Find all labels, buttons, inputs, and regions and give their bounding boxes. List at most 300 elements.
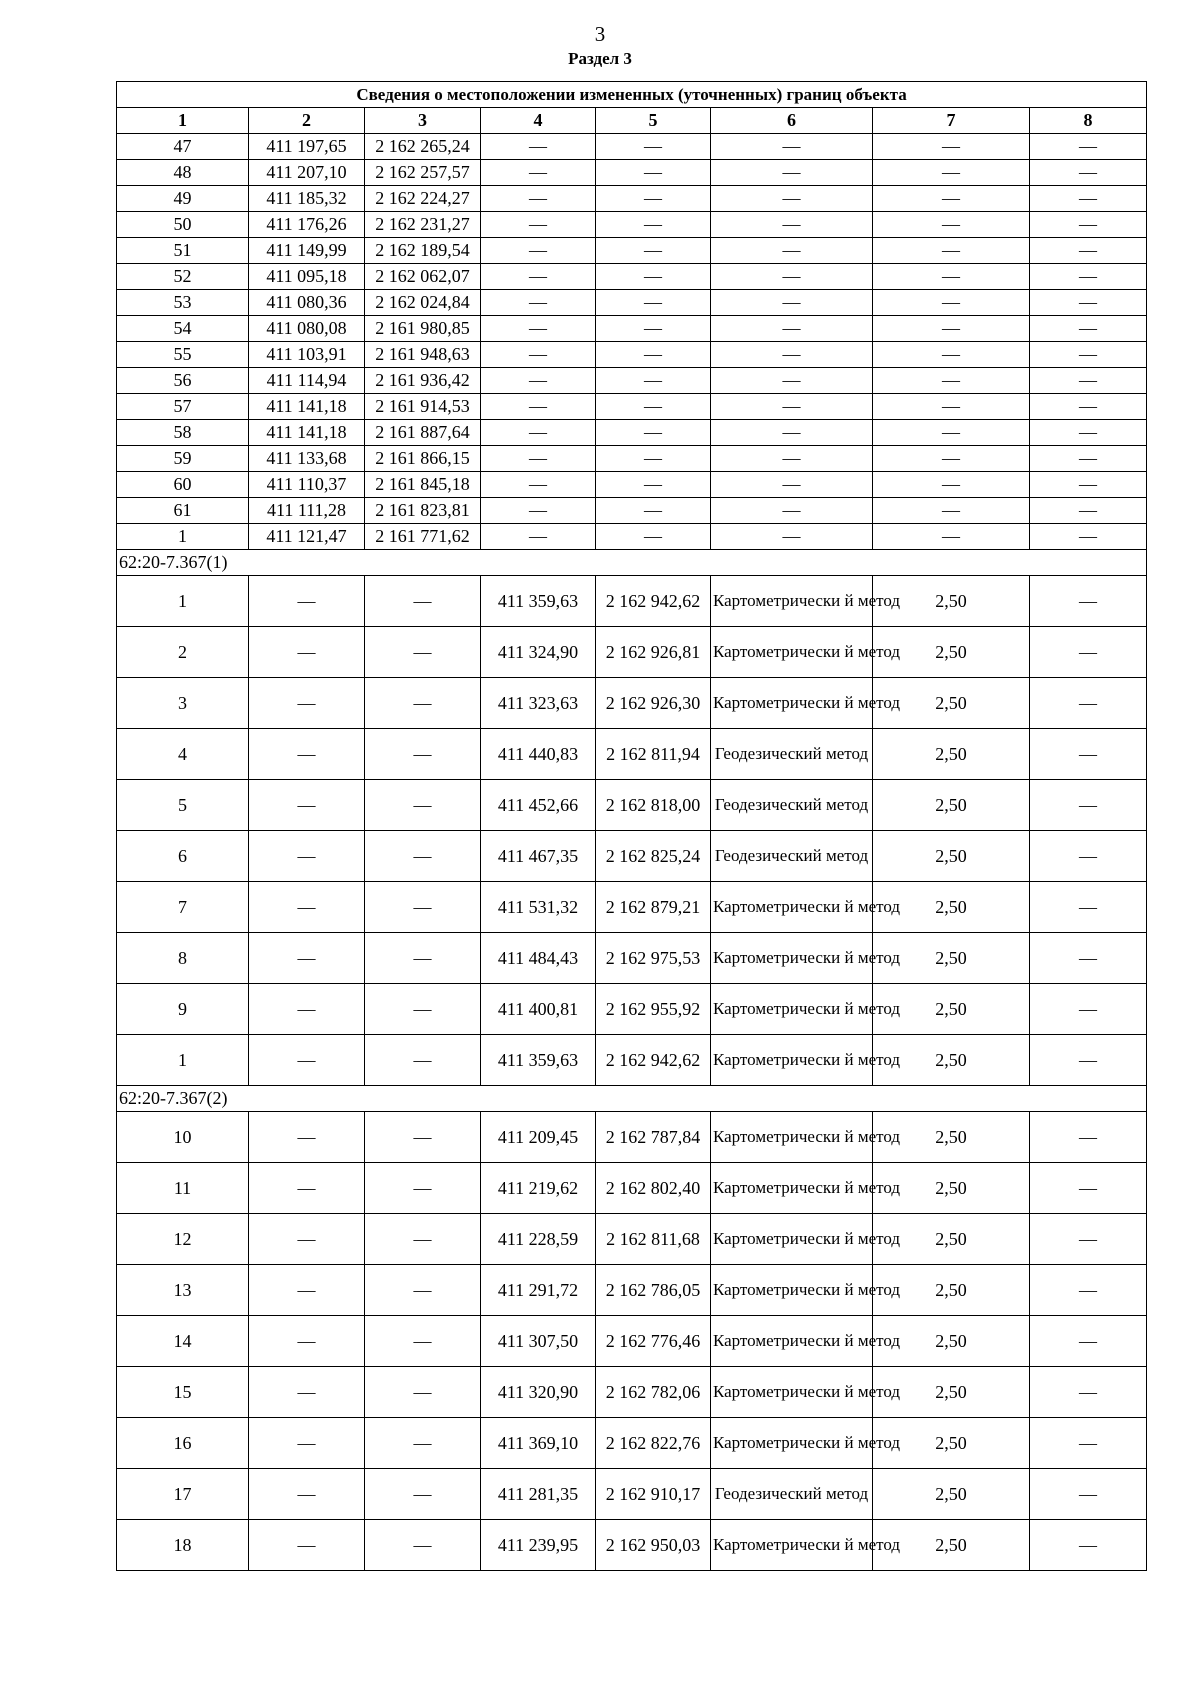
cell-col-4: 411 400,81 — [481, 984, 596, 1035]
cell-col-3: — — [365, 1316, 481, 1367]
cell-col-8: — — [1030, 1163, 1147, 1214]
cell-col-7: — — [873, 212, 1030, 238]
cell-col-4: — — [481, 342, 596, 368]
cell-col-7: 2,50 — [873, 1367, 1030, 1418]
cell-col-4: 411 219,62 — [481, 1163, 596, 1214]
cell-col-2: 411 114,94 — [249, 368, 365, 394]
cell-col-3: 2 161 823,81 — [365, 498, 481, 524]
cell-col-2: — — [249, 1112, 365, 1163]
cell-col-3: 2 161 771,62 — [365, 524, 481, 550]
cell-col-2: — — [249, 1035, 365, 1086]
cell-col-4: 411 359,63 — [481, 1035, 596, 1086]
cell-col-1: 47 — [117, 134, 249, 160]
cell-col-1: 7 — [117, 882, 249, 933]
cell-col-4: — — [481, 368, 596, 394]
cell-col-3: 2 162 224,27 — [365, 186, 481, 212]
cell-col-7: 2,50 — [873, 1418, 1030, 1469]
table-row — [117, 1112, 1147, 1163]
cell-col-3: 3 — [365, 108, 481, 134]
cell-col-7: 2,50 — [873, 1469, 1030, 1520]
cell-col-4: 411 440,83 — [481, 729, 596, 780]
table-row — [117, 264, 1147, 290]
table-row — [117, 831, 1147, 882]
cell-col-1: 53 — [117, 290, 249, 316]
table-row — [117, 368, 1147, 394]
cell-col-8: — — [1030, 498, 1147, 524]
cell-col-7: 2,50 — [873, 729, 1030, 780]
table-body — [117, 82, 1147, 1571]
cell-col-1: 1 — [117, 1035, 249, 1086]
table-row — [117, 524, 1147, 550]
cell-col-2: — — [249, 882, 365, 933]
cell-col-4: — — [481, 498, 596, 524]
cell-col-6: — — [711, 290, 873, 316]
cell-col-4: 411 324,90 — [481, 627, 596, 678]
cell-col-4: 411 484,43 — [481, 933, 596, 984]
table-row — [117, 1163, 1147, 1214]
cell-col-4: 411 209,45 — [481, 1112, 596, 1163]
cell-col-1: 10 — [117, 1112, 249, 1163]
cell-col-5: — — [596, 316, 711, 342]
cell-col-7: 2,50 — [873, 678, 1030, 729]
cell-col-4: — — [481, 316, 596, 342]
cell-col-5: 2 162 787,84 — [596, 1112, 711, 1163]
cell-col-1: 6 — [117, 831, 249, 882]
cell-col-8: — — [1030, 831, 1147, 882]
cell-col-4: 411 320,90 — [481, 1367, 596, 1418]
cell-col-5: — — [596, 420, 711, 446]
cell-col-7: 2,50 — [873, 1035, 1030, 1086]
cell-col-5: 2 162 910,17 — [596, 1469, 711, 1520]
table-row — [117, 576, 1147, 627]
cell-col-5: — — [596, 472, 711, 498]
cell-col-6: Картометрически й метод — [711, 1214, 873, 1265]
table-caption: Сведения о местоположении измененных (уточненных) границ объекта — [117, 82, 1147, 108]
cell-col-2: — — [249, 780, 365, 831]
cell-col-7: 2,50 — [873, 831, 1030, 882]
cell-col-8: — — [1030, 882, 1147, 933]
table-row — [117, 134, 1147, 160]
cell-col-4: 411 359,63 — [481, 576, 596, 627]
cell-col-7: 2,50 — [873, 933, 1030, 984]
cell-col-6: — — [711, 368, 873, 394]
cell-col-5: — — [596, 368, 711, 394]
cell-col-3: — — [365, 780, 481, 831]
cell-col-6: — — [711, 212, 873, 238]
cell-col-3: — — [365, 576, 481, 627]
cell-col-8: — — [1030, 984, 1147, 1035]
cell-col-4: — — [481, 472, 596, 498]
cell-col-8: — — [1030, 472, 1147, 498]
cell-col-8: — — [1030, 394, 1147, 420]
cell-col-2: 411 197,65 — [249, 134, 365, 160]
table-row — [117, 1418, 1147, 1469]
cell-col-6: Картометрически й метод — [711, 933, 873, 984]
cell-col-2: 411 185,32 — [249, 186, 365, 212]
cell-col-2: — — [249, 984, 365, 1035]
cell-col-4: 411 467,35 — [481, 831, 596, 882]
cell-col-4: 411 323,63 — [481, 678, 596, 729]
cell-col-3: 2 162 257,57 — [365, 160, 481, 186]
cell-col-7: 2,50 — [873, 627, 1030, 678]
cell-col-7: 2,50 — [873, 984, 1030, 1035]
cell-col-6: Картометрически й метод — [711, 576, 873, 627]
cell-col-8: 8 — [1030, 108, 1147, 134]
cell-col-8: — — [1030, 1316, 1147, 1367]
cell-col-6: Картометрически й метод — [711, 1418, 873, 1469]
cell-col-7: — — [873, 420, 1030, 446]
cell-col-6: Картометрически й метод — [711, 678, 873, 729]
cell-col-3: — — [365, 1112, 481, 1163]
cell-col-3: 2 162 189,54 — [365, 238, 481, 264]
cell-col-2: 411 141,18 — [249, 394, 365, 420]
cell-col-3: 2 161 845,18 — [365, 472, 481, 498]
cell-col-4: 411 239,95 — [481, 1520, 596, 1571]
cell-col-2: — — [249, 627, 365, 678]
cell-col-6: Картометрически й метод — [711, 1316, 873, 1367]
cell-col-2: 411 149,99 — [249, 238, 365, 264]
cell-col-3: 2 162 265,24 — [365, 134, 481, 160]
cell-col-6: — — [711, 446, 873, 472]
table-row — [117, 1035, 1147, 1086]
cell-col-7: — — [873, 368, 1030, 394]
cell-col-2: 411 141,18 — [249, 420, 365, 446]
cell-col-3: — — [365, 1214, 481, 1265]
cell-col-1: 5 — [117, 780, 249, 831]
cell-col-2: 411 207,10 — [249, 160, 365, 186]
cell-col-7: — — [873, 524, 1030, 550]
cell-col-3: 2 162 062,07 — [365, 264, 481, 290]
cell-col-8: — — [1030, 134, 1147, 160]
cell-col-3: — — [365, 933, 481, 984]
cell-col-4: — — [481, 134, 596, 160]
cell-col-2: 411 095,18 — [249, 264, 365, 290]
table-row — [117, 1214, 1147, 1265]
cell-col-5: — — [596, 160, 711, 186]
cell-col-8: — — [1030, 342, 1147, 368]
cell-col-2: — — [249, 1265, 365, 1316]
cell-col-2: — — [249, 1418, 365, 1469]
cell-col-6: 6 — [711, 108, 873, 134]
cell-col-6: Картометрически й метод — [711, 1367, 873, 1418]
cell-col-4: 411 452,66 — [481, 780, 596, 831]
cell-col-1: 11 — [117, 1163, 249, 1214]
cell-col-3: — — [365, 1035, 481, 1086]
cell-col-6: Картометрически й метод — [711, 984, 873, 1035]
cell-col-8: — — [1030, 316, 1147, 342]
cell-col-8: — — [1030, 290, 1147, 316]
cell-col-7: 7 — [873, 108, 1030, 134]
cell-col-3: 2 161 980,85 — [365, 316, 481, 342]
cell-col-6: — — [711, 186, 873, 212]
cell-col-5: 5 — [596, 108, 711, 134]
cell-col-6: Картометрически й метод — [711, 1163, 873, 1214]
cell-col-6: Картометрически й метод — [711, 627, 873, 678]
table-row — [117, 729, 1147, 780]
cell-col-2: — — [249, 1163, 365, 1214]
cell-col-1: 58 — [117, 420, 249, 446]
cell-col-4: 411 291,72 — [481, 1265, 596, 1316]
cell-col-6: Картометрически й метод — [711, 1035, 873, 1086]
cell-col-5: 2 162 955,92 — [596, 984, 711, 1035]
cell-col-7: — — [873, 186, 1030, 212]
cell-col-2: — — [249, 1520, 365, 1571]
cell-col-7: — — [873, 316, 1030, 342]
cell-col-1: 60 — [117, 472, 249, 498]
table-row — [117, 780, 1147, 831]
cell-col-7: 2,50 — [873, 576, 1030, 627]
cell-col-1: 3 — [117, 678, 249, 729]
cell-col-1: 16 — [117, 1418, 249, 1469]
cell-col-3: — — [365, 1520, 481, 1571]
cell-col-5: 2 162 786,05 — [596, 1265, 711, 1316]
cell-col-5: — — [596, 524, 711, 550]
table-row — [117, 984, 1147, 1035]
table-row — [117, 420, 1147, 446]
cell-col-2: 2 — [249, 108, 365, 134]
cell-col-7: — — [873, 342, 1030, 368]
cell-col-6: Геодезический метод — [711, 831, 873, 882]
cell-col-4: 411 281,35 — [481, 1469, 596, 1520]
cell-col-4: 4 — [481, 108, 596, 134]
table-row — [117, 1367, 1147, 1418]
cell-col-1: 49 — [117, 186, 249, 212]
cell-col-3: — — [365, 984, 481, 1035]
cell-col-4: 411 369,10 — [481, 1418, 596, 1469]
cell-col-8: — — [1030, 1265, 1147, 1316]
cell-col-3: — — [365, 831, 481, 882]
cell-col-8: — — [1030, 368, 1147, 394]
cell-col-2: 411 176,26 — [249, 212, 365, 238]
cell-col-1: 54 — [117, 316, 249, 342]
table-row — [117, 290, 1147, 316]
cell-col-5: 2 162 942,62 — [596, 576, 711, 627]
cell-col-6: Картометрически й метод — [711, 882, 873, 933]
cell-col-3: — — [365, 1418, 481, 1469]
cell-col-7: — — [873, 238, 1030, 264]
cell-col-4: — — [481, 290, 596, 316]
column-number-row — [117, 108, 1147, 134]
cell-col-2: — — [249, 1469, 365, 1520]
table-row — [117, 1469, 1147, 1520]
cell-col-5: 2 162 822,76 — [596, 1418, 711, 1469]
cell-col-1: 56 — [117, 368, 249, 394]
cell-col-4: — — [481, 186, 596, 212]
cell-col-3: — — [365, 678, 481, 729]
cell-col-6: Картометрически й метод — [711, 1520, 873, 1571]
cell-col-1: 15 — [117, 1367, 249, 1418]
cell-col-7: 2,50 — [873, 1163, 1030, 1214]
page-number: 3 — [594, 22, 606, 46]
cell-col-8: — — [1030, 186, 1147, 212]
cell-col-8: — — [1030, 524, 1147, 550]
cell-col-1: 59 — [117, 446, 249, 472]
cell-col-4: 411 531,32 — [481, 882, 596, 933]
table-row — [117, 394, 1147, 420]
cell-col-5: 2 162 950,03 — [596, 1520, 711, 1571]
table-row — [117, 472, 1147, 498]
cell-col-4: — — [481, 524, 596, 550]
cell-col-7: — — [873, 394, 1030, 420]
cell-col-5: 2 162 942,62 — [596, 1035, 711, 1086]
cell-col-7: 2,50 — [873, 1265, 1030, 1316]
cell-col-5: 2 162 811,68 — [596, 1214, 711, 1265]
cell-col-2: 411 133,68 — [249, 446, 365, 472]
cell-col-4: — — [481, 264, 596, 290]
cell-col-8: — — [1030, 238, 1147, 264]
cell-col-3: — — [365, 729, 481, 780]
cell-col-7: — — [873, 472, 1030, 498]
cell-col-7: 2,50 — [873, 1316, 1030, 1367]
cell-col-5: 2 162 811,94 — [596, 729, 711, 780]
cell-col-8: — — [1030, 933, 1147, 984]
cell-col-2: 411 103,91 — [249, 342, 365, 368]
table-row — [117, 238, 1147, 264]
cell-col-4: — — [481, 446, 596, 472]
cell-col-8: — — [1030, 1367, 1147, 1418]
cell-col-3: 2 161 914,53 — [365, 394, 481, 420]
cell-col-5: 2 162 776,46 — [596, 1316, 711, 1367]
cell-col-2: — — [249, 729, 365, 780]
cell-col-6: Геодезический метод — [711, 1469, 873, 1520]
cell-col-4: — — [481, 160, 596, 186]
cell-col-6: — — [711, 498, 873, 524]
cell-col-5: — — [596, 238, 711, 264]
cell-col-7: 2,50 — [873, 1112, 1030, 1163]
cell-col-8: — — [1030, 212, 1147, 238]
cell-col-2: — — [249, 678, 365, 729]
cell-col-2: — — [249, 1367, 365, 1418]
cell-col-3: — — [365, 1469, 481, 1520]
cell-col-5: 2 162 926,81 — [596, 627, 711, 678]
cell-col-3: — — [365, 1163, 481, 1214]
table-row — [117, 933, 1147, 984]
cell-col-5: 2 162 879,21 — [596, 882, 711, 933]
cell-col-7: 2,50 — [873, 882, 1030, 933]
cell-col-7: — — [873, 134, 1030, 160]
table-row — [117, 498, 1147, 524]
cell-col-7: 2,50 — [873, 1520, 1030, 1571]
cell-col-3: — — [365, 1367, 481, 1418]
cell-col-6: Картометрически й метод — [711, 1265, 873, 1316]
group-label: 62:20-7.367(2) — [117, 1086, 1147, 1112]
cell-col-2: — — [249, 831, 365, 882]
cell-col-6: — — [711, 160, 873, 186]
cell-col-8: — — [1030, 446, 1147, 472]
table-row — [117, 446, 1147, 472]
cell-col-1: 17 — [117, 1469, 249, 1520]
table-row — [117, 1265, 1147, 1316]
cell-col-6: — — [711, 264, 873, 290]
table-row — [117, 882, 1147, 933]
table-caption-row — [117, 82, 1147, 108]
cell-col-5: — — [596, 290, 711, 316]
cell-col-4: — — [481, 420, 596, 446]
cell-col-1: 61 — [117, 498, 249, 524]
cell-col-7: — — [873, 160, 1030, 186]
cell-col-8: — — [1030, 729, 1147, 780]
cell-col-3: 2 161 948,63 — [365, 342, 481, 368]
cell-col-3: 2 162 231,27 — [365, 212, 481, 238]
table-row — [117, 627, 1147, 678]
cell-col-6: Картометрически й метод — [711, 1112, 873, 1163]
cell-col-5: 2 162 926,30 — [596, 678, 711, 729]
cell-col-7: — — [873, 290, 1030, 316]
cell-col-2: 411 080,36 — [249, 290, 365, 316]
cell-col-2: — — [249, 1316, 365, 1367]
cell-col-1: 8 — [117, 933, 249, 984]
table-row — [117, 316, 1147, 342]
cell-col-1: 18 — [117, 1520, 249, 1571]
cell-col-1: 12 — [117, 1214, 249, 1265]
cell-col-1: 1 — [117, 108, 249, 134]
table-row — [117, 678, 1147, 729]
table-row — [117, 1316, 1147, 1367]
cell-col-8: — — [1030, 1418, 1147, 1469]
cell-col-4: — — [481, 238, 596, 264]
cell-col-7: — — [873, 264, 1030, 290]
cell-col-1: 57 — [117, 394, 249, 420]
cell-col-3: 2 161 936,42 — [365, 368, 481, 394]
cell-col-6: Геодезический метод — [711, 780, 873, 831]
cell-col-6: Геодезический метод — [711, 729, 873, 780]
cell-col-6: — — [711, 472, 873, 498]
cell-col-2: 411 121,47 — [249, 524, 365, 550]
cell-col-6: — — [711, 134, 873, 160]
group-label: 62:20-7.367(1) — [117, 550, 1147, 576]
cell-col-1: 50 — [117, 212, 249, 238]
boundary-table — [116, 81, 1147, 1571]
group-header-row — [117, 550, 1147, 576]
cell-col-7: 2,50 — [873, 1214, 1030, 1265]
cell-col-3: 2 162 024,84 — [365, 290, 481, 316]
cell-col-8: — — [1030, 576, 1147, 627]
cell-col-5: — — [596, 342, 711, 368]
cell-col-2: 411 110,37 — [249, 472, 365, 498]
cell-col-2: — — [249, 576, 365, 627]
table-row — [117, 342, 1147, 368]
cell-col-2: 411 080,08 — [249, 316, 365, 342]
cell-col-5: — — [596, 498, 711, 524]
cell-col-1: 4 — [117, 729, 249, 780]
cell-col-8: — — [1030, 420, 1147, 446]
table-row — [117, 1520, 1147, 1571]
cell-col-3: 2 161 887,64 — [365, 420, 481, 446]
cell-col-5: — — [596, 264, 711, 290]
cell-col-8: — — [1030, 1520, 1147, 1571]
cell-col-6: — — [711, 394, 873, 420]
cell-col-6: — — [711, 316, 873, 342]
cell-col-1: 55 — [117, 342, 249, 368]
cell-col-3: 2 161 866,15 — [365, 446, 481, 472]
cell-col-5: — — [596, 394, 711, 420]
section-title: Раздел 3 — [568, 49, 632, 68]
cell-col-1: 1 — [117, 576, 249, 627]
cell-col-1: 2 — [117, 627, 249, 678]
cell-col-8: — — [1030, 627, 1147, 678]
cell-col-5: — — [596, 134, 711, 160]
cell-col-3: — — [365, 1265, 481, 1316]
cell-col-6: — — [711, 420, 873, 446]
table-row — [117, 186, 1147, 212]
cell-col-2: 411 111,28 — [249, 498, 365, 524]
cell-col-8: — — [1030, 160, 1147, 186]
cell-col-8: — — [1030, 1035, 1147, 1086]
cell-col-5: — — [596, 212, 711, 238]
cell-col-4: 411 228,59 — [481, 1214, 596, 1265]
cell-col-1: 1 — [117, 524, 249, 550]
cell-col-1: 14 — [117, 1316, 249, 1367]
